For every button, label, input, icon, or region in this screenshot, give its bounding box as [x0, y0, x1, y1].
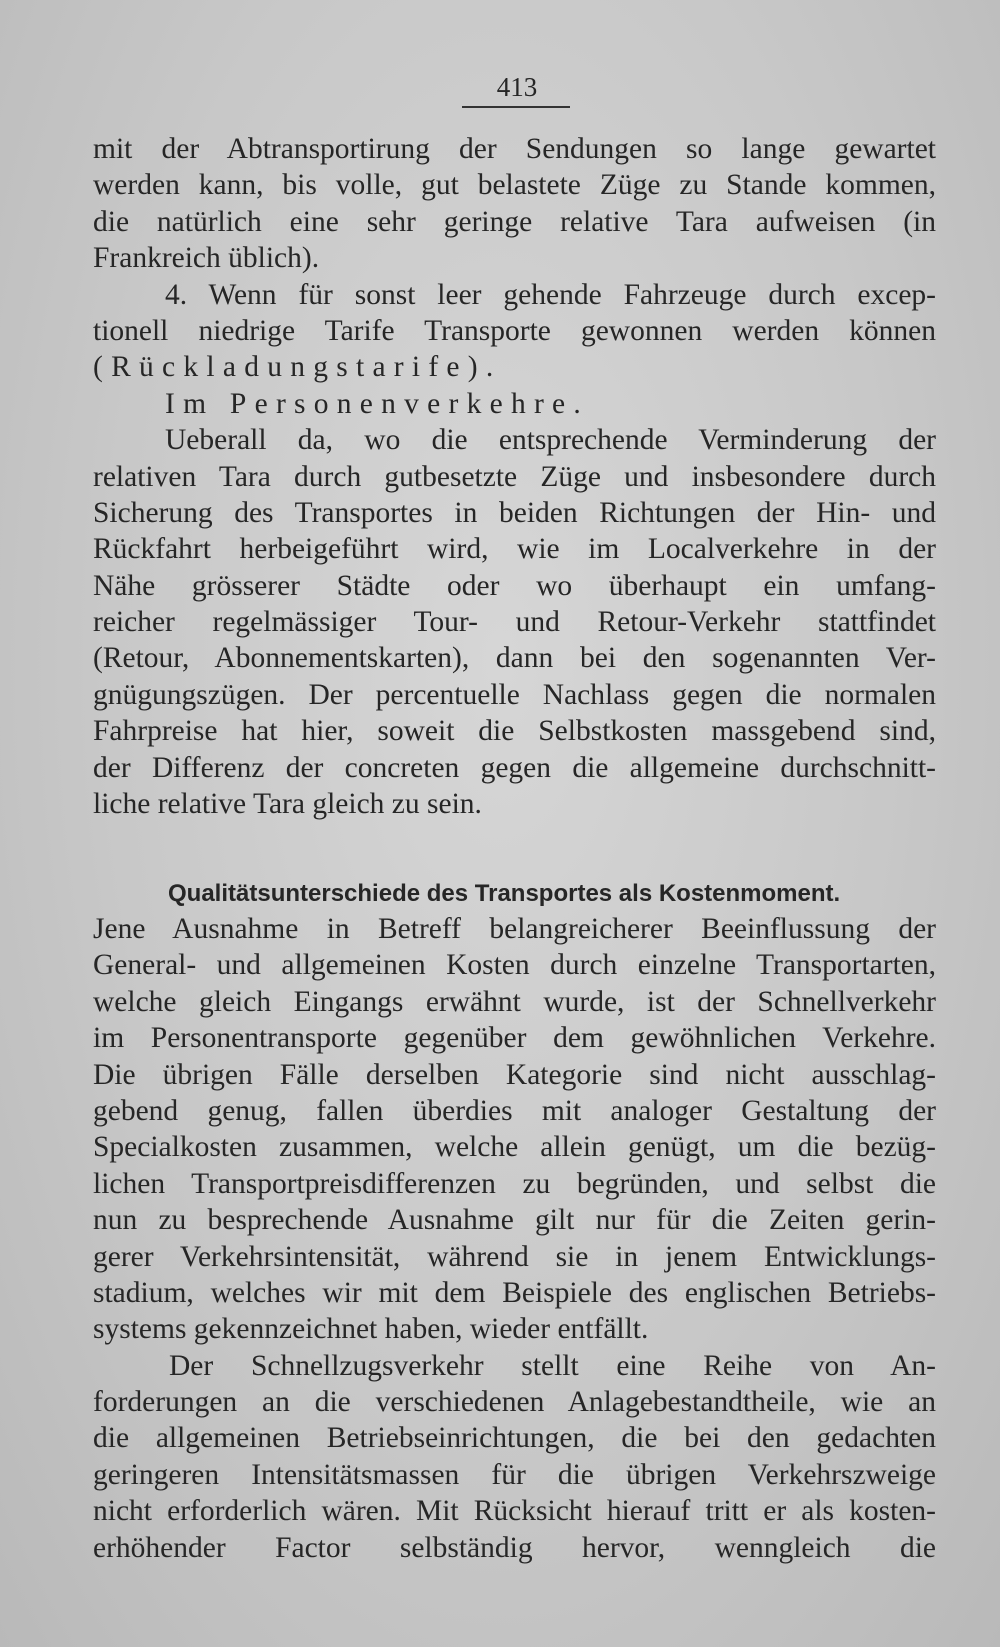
text-line: gerer Verkehrsintensität, während sie in jenem Entwicklungs-	[93, 1240, 936, 1273]
text-line: die allgemeinen Betriebseinrichtungen, die bei den gedachten	[93, 1422, 936, 1455]
spaced-term: (Rückladungstarife).	[93, 351, 502, 384]
text-line: nicht erforderlich wären. Mit Rücksicht hierauf tritt er als kosten-	[93, 1495, 936, 1528]
text-line: Die übrigen Fälle derselben Kategorie sind nicht ausschlag-	[93, 1058, 936, 1091]
text-line: werden kann, bis volle, gut belastete Züge zu Stande kommen,	[93, 169, 936, 202]
body-text-lower	[93, 911, 936, 1566]
page-number: 413	[496, 72, 538, 102]
text-line: lichen Transportpreisdifferenzen zu begründen, und selbst die	[93, 1167, 936, 1200]
text-line: nun zu besprechende Ausnahme gilt nur für die Zeiten gerin-	[93, 1204, 936, 1237]
text-line: tionell niedrige Tarife Transporte gewonnen werden können	[93, 314, 936, 347]
text-line: stadium, welches wir mit dem Beispiele des englischen Betriebs-	[93, 1276, 936, 1309]
text-line: liche relative Tara gleich zu sein.	[93, 788, 482, 821]
page-number-rule	[462, 106, 570, 108]
text-line: geringeren Intensitätsmassen für die übrigen Verkehrszweige	[93, 1458, 936, 1491]
section-subheading: Im Personenverkehre.	[165, 387, 590, 420]
text-line: gebend genug, fallen überdies mit analoger Gestaltung der	[93, 1094, 936, 1127]
text-line: systems gekennzeichnet haben, wieder entfällt.	[93, 1313, 649, 1346]
text-line: erhöhender Factor selbständig hervor, wenngleich die	[93, 1531, 936, 1564]
text-line: reicher regelmässiger Tour- und Retour-Verkehr stattfindet	[93, 606, 936, 639]
text-line: Rückfahrt herbeigeführt wird, wie im Localverkehre in der	[93, 533, 936, 566]
text-line: forderungen an die verschiedenen Anlagebestandtheile, wie an	[93, 1386, 936, 1419]
text-line: mit der Abtransportirung der Sendungen so lange gewartet	[93, 133, 936, 165]
text-line: welche gleich Eingangs erwähnt wurde, ist der Schnellverkehr	[93, 985, 936, 1018]
section-heading: Qualitätsunterschiede des Transportes als Kostenmoment.	[168, 880, 841, 907]
text-line: Specialkosten zusammen, welche allein genügt, um die bezüg-	[93, 1131, 936, 1164]
text-line: Jene Ausnahme in Betreff belangreicherer Beeinflussung der	[93, 913, 936, 945]
text-line: im Personentransporte gegenüber dem gewöhnlichen Verkehre.	[93, 1022, 936, 1055]
text-line: die natürlich eine sehr geringe relative Tara aufweisen (in	[93, 205, 936, 238]
text-line: Nähe grösserer Städte oder wo überhaupt ein umfang-	[93, 569, 936, 602]
numbered-item-4: 4. Wenn für sonst leer gehende Fahrzeuge durch excep-	[165, 278, 936, 311]
paragraph-start: Ueberall da, wo die entsprechende Verminderung der	[165, 424, 936, 457]
text-line: (Retour, Abonnementskarten), dann bei den sogenannten Ver-	[93, 642, 936, 675]
text-line: gnügungszügen. Der percentuelle Nachlass gegen die normalen	[93, 678, 936, 711]
text-line: Frankreich üblich).	[93, 242, 320, 275]
text-line: Sicherung des Transportes in beiden Richtungen der Hin- und	[93, 496, 936, 529]
body-text-upper	[93, 131, 936, 822]
text-line: Fahrpreise hat hier, soweit die Selbstkosten massgebend sind,	[93, 715, 936, 748]
text-line: relativen Tara durch gutbesetzte Züge und insbesondere durch	[93, 460, 936, 493]
text-line: General- und allgemeinen Kosten durch einzelne Transportarten,	[93, 949, 936, 982]
paragraph-start: Der Schnellzugsverkehr stellt eine Reihe von An-	[169, 1349, 936, 1382]
text-line: der Differenz der concreten gegen die allgemeine durchschnitt-	[93, 751, 936, 784]
